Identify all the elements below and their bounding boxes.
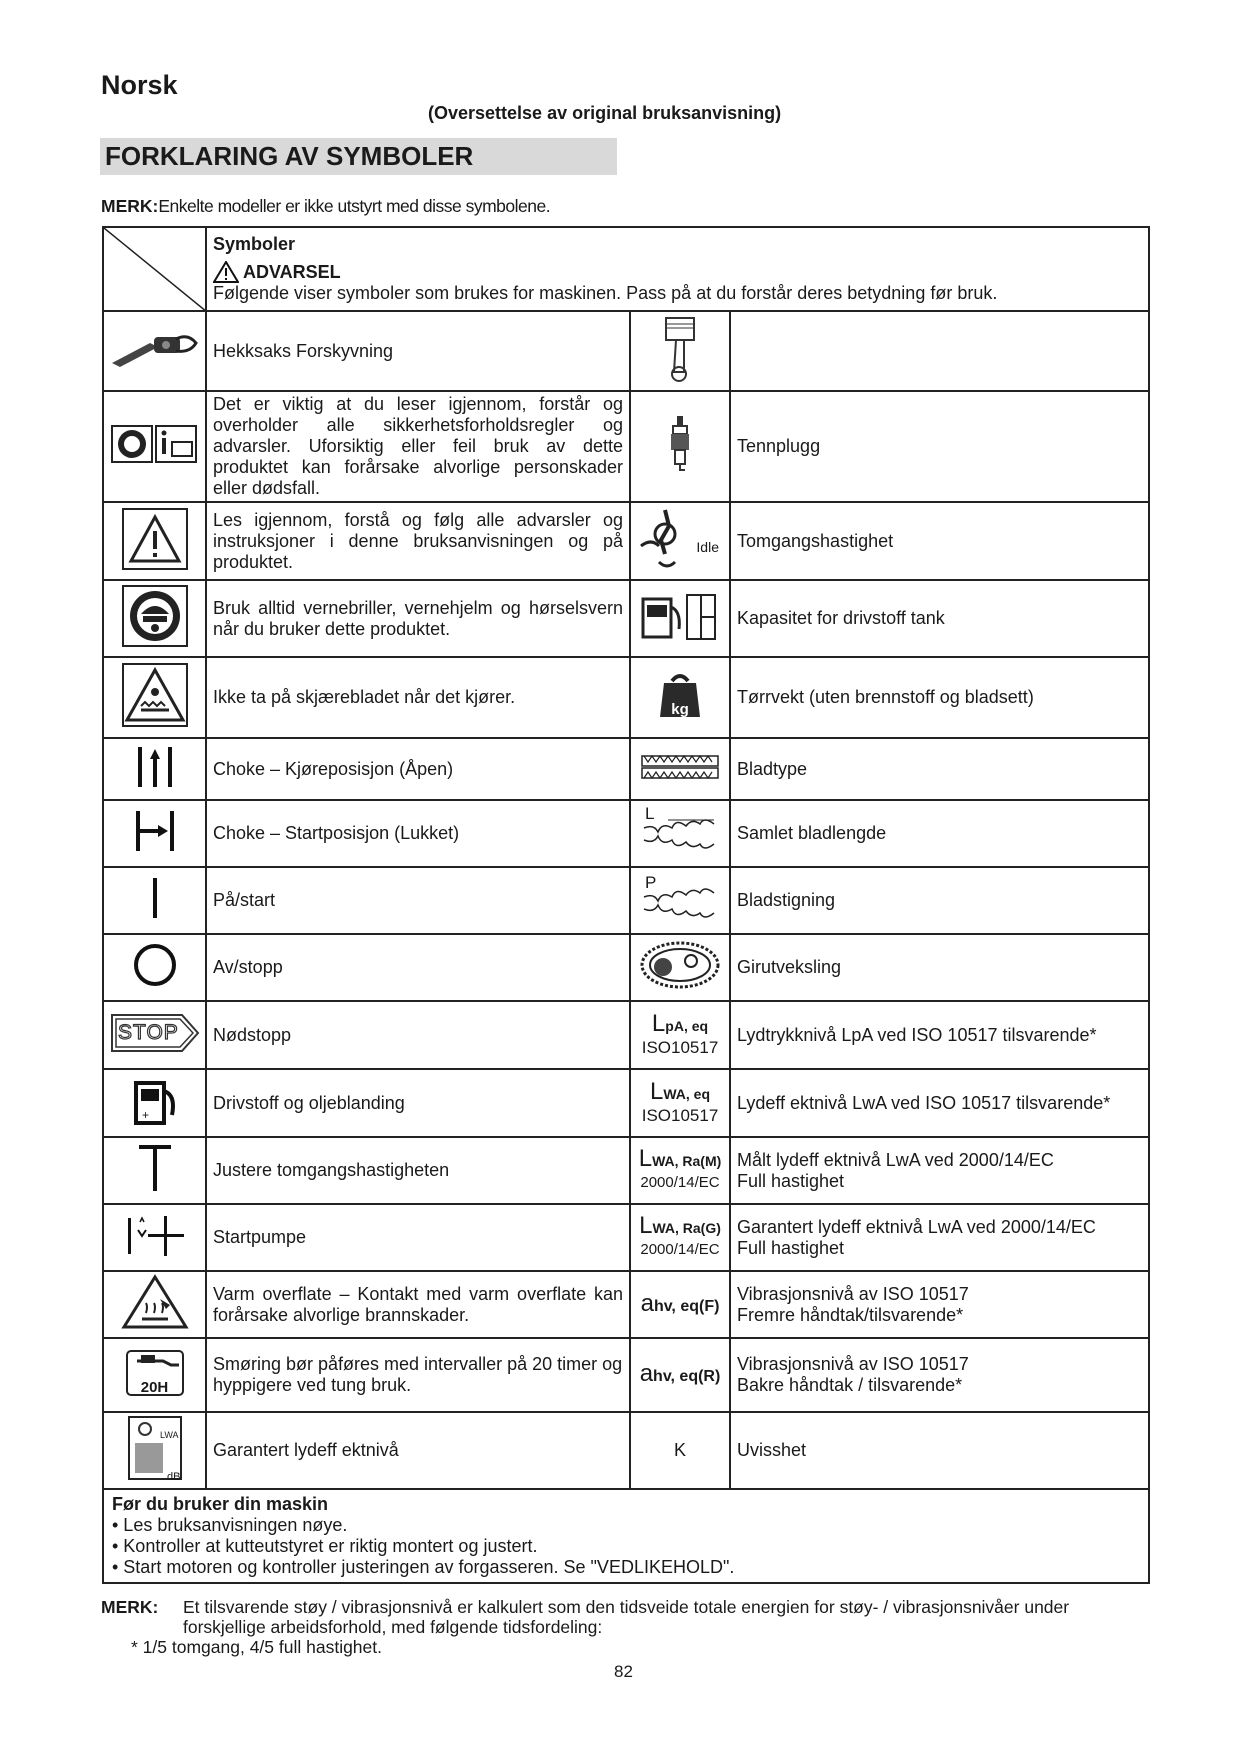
symbol-description: Bladtype xyxy=(730,738,1149,800)
vibration-front-notation xyxy=(630,1271,730,1338)
description-line-1: Garantert lydeff ektnivå LwA ved 2000/14/EC xyxy=(737,1216,1096,1237)
notation-sub: pA, eq xyxy=(665,1017,709,1034)
note-bottom-line-1: Et tilsvarende støy / vibrasjonsnivå er kalkulert som den tidsveide totale energien for støy- / vibrasjonsnivåer under xyxy=(183,1597,1070,1617)
off-stop-icon xyxy=(103,934,206,1001)
measured-sound-notation xyxy=(630,1137,730,1204)
description-line-1: Vibrasjonsnivå av ISO 10517 xyxy=(737,1283,969,1304)
choke-closed-icon xyxy=(103,800,206,867)
idle-adjust-t-icon xyxy=(103,1137,206,1204)
symbol-description: Girutveksling xyxy=(730,934,1149,1001)
description-line-2: Full hastighet xyxy=(737,1237,845,1258)
lwa-label: LWA xyxy=(160,1430,179,1440)
before-use-section xyxy=(103,1489,1149,1583)
symbol-description: Kapasitet for drivstoff tank xyxy=(730,580,1149,657)
symbol-description: Les igjennom, forstå og følg alle advarsler og instruksjoner i denne bruksanvisningen og på produktet. xyxy=(206,502,630,580)
notation-standard: ISO10517 xyxy=(641,1037,719,1057)
fuel-tank-capacity-icon xyxy=(630,580,730,657)
symbol-description: Hekksaks Forskyvning xyxy=(206,311,630,391)
vibration-rear-notation xyxy=(630,1338,730,1412)
notation-main: L xyxy=(638,1145,653,1172)
symbol-description: Uvisshet xyxy=(730,1412,1149,1489)
gear-ratio-icon xyxy=(630,934,730,1001)
stop-button-icon xyxy=(103,1001,206,1069)
notation-sub: hv, eq(F) xyxy=(653,1297,720,1315)
symbol-description xyxy=(730,311,1149,391)
table-row xyxy=(103,867,1149,934)
notation-main: L xyxy=(651,1009,666,1037)
blade-pitch-icon xyxy=(630,867,730,934)
symbol-description: Av/stopp xyxy=(206,934,630,1001)
table-row xyxy=(103,502,1149,580)
page-subtitle: (Oversettelse av original bruksanvisning) xyxy=(428,103,782,123)
diagonal-line-icon xyxy=(104,228,207,312)
blade-length-icon xyxy=(630,800,730,867)
warning-triangle-icon xyxy=(213,261,239,283)
notation-sub: WA, Ra(G) xyxy=(652,1220,721,1236)
fuel-oil-mix-icon xyxy=(103,1069,206,1137)
table-row xyxy=(103,1338,1149,1412)
before-use-title: Før du bruker din maskin xyxy=(112,1494,329,1514)
blade-type-icon xyxy=(630,738,730,800)
symbol-description: Det er viktig at du leser igjennom, forstår og overholder alle sikkerhetsforholdsregler og advarsler. Uforsiktig eller feil bruk av dette produktet kan forårsake alvorlige personskader eller dødsfall. xyxy=(206,391,630,502)
blade-length-label: L xyxy=(645,804,655,823)
symbols-table xyxy=(102,226,1150,1584)
table-row xyxy=(103,934,1149,1001)
notation-main: L xyxy=(639,1212,653,1239)
db-label: dB xyxy=(167,1471,181,1483)
idle-label: Idle xyxy=(696,539,719,555)
symbol-description: Ikke ta på skjærebladet når det kjører. xyxy=(206,657,630,738)
before-use-item: • Kontroller at kutteutstyret er riktig montert og justert. xyxy=(112,1536,538,1556)
primer-pump-icon xyxy=(103,1204,206,1271)
symbol-description: Smøring bør påføres med intervaller på 20 timer og hyppigere ved tung bruk. xyxy=(206,1338,630,1412)
table-row xyxy=(103,1204,1149,1271)
notation-main: a xyxy=(640,1289,654,1317)
note-bottom xyxy=(101,1597,1151,1657)
table-row xyxy=(103,800,1149,867)
symbol-description: Varm overflate – Kontakt med varm overflate kan forårsake alvorlige brannskader. xyxy=(206,1271,630,1338)
symbol-description: Nødstopp xyxy=(206,1001,630,1069)
piston-icon xyxy=(630,311,730,391)
description-line-1: Vibrasjonsnivå av ISO 10517 xyxy=(737,1354,969,1374)
on-start-icon xyxy=(103,867,206,934)
read-manual-icon xyxy=(103,391,206,502)
description-line-1: Målt lydeff ektnivå LwA ved 2000/14/EC xyxy=(737,1149,1054,1170)
note-top-text: Enkelte modeller er ikke utstyrt med disse symbolene. xyxy=(158,196,551,216)
symbol-description: Lydtrykknivå LpA ved ISO 10517 tilsvarende* xyxy=(730,1001,1149,1069)
symbol-description: Bladstigning xyxy=(730,867,1149,934)
warning-label: ADVARSEL xyxy=(243,261,341,282)
guaranteed-sound-notation xyxy=(630,1204,730,1271)
symbol-description: Justere tomgangshastigheten xyxy=(206,1137,630,1204)
symbol-description: Tomgangshastighet xyxy=(730,502,1149,580)
uncertainty-k-symbol: K xyxy=(630,1412,730,1489)
notation-sub: WA, Ra(M) xyxy=(652,1153,722,1169)
blade-hazard-icon xyxy=(103,657,206,738)
symbol-description xyxy=(730,1204,1149,1271)
svg-text:+: + xyxy=(141,1107,149,1122)
idle-speed-icon xyxy=(630,502,730,580)
table-row xyxy=(103,311,1149,391)
symbol-description: Bruk alltid vernebriller, vernehjelm og hørselsvern når du bruker dette produktet. xyxy=(206,580,630,657)
language-label: Norsk xyxy=(101,70,178,100)
warning-text: Følgende viser symboler som brukes for maskinen. Pass på at du forstår deres betydning før bruk. xyxy=(213,283,998,303)
table-row xyxy=(103,1412,1149,1489)
table-row xyxy=(103,738,1149,800)
table-row xyxy=(103,657,1149,738)
symbol-description: Lydeff ektnivå LwA ved ISO 10517 tilsvarende* xyxy=(730,1069,1149,1137)
symbol-description: Choke – Startposisjon (Lukket) xyxy=(206,800,630,867)
before-use-row xyxy=(103,1489,1149,1583)
spark-plug-icon xyxy=(630,391,730,502)
symbol-description: Tennplugg xyxy=(730,391,1149,502)
page-number: 82 xyxy=(614,1662,633,1681)
note-bottom-label: MERK: xyxy=(101,1597,159,1617)
hot-surface-icon xyxy=(103,1271,206,1338)
table-row xyxy=(103,1069,1149,1137)
description-line-2: Fremre håndtak/tilsvarende* xyxy=(737,1304,964,1325)
notation-standard: ISO10517 xyxy=(641,1105,719,1125)
symbol-description: Tørrvekt (uten brennstoff og bladsett) xyxy=(730,657,1149,738)
note-top-label: MERK: xyxy=(101,196,159,216)
lubrication-label: 20H xyxy=(140,1379,169,1396)
sound-pressure-notation xyxy=(630,1001,730,1069)
table-header-title: Symboler xyxy=(213,234,296,254)
table-row xyxy=(103,1001,1149,1069)
description-line-2: Full hastighet xyxy=(737,1170,845,1191)
table-row xyxy=(103,1271,1149,1338)
guaranteed-sound-icon xyxy=(103,1412,206,1489)
kg-label: kg xyxy=(671,701,689,718)
table-header-row xyxy=(103,227,1149,311)
stop-label: STOP xyxy=(118,1021,179,1044)
sound-power-notation xyxy=(630,1069,730,1137)
header-diagonal-cell xyxy=(103,227,206,311)
symbol-description xyxy=(730,1271,1149,1338)
weight-kg-icon xyxy=(630,657,730,738)
notation-standard: 2000/14/EC xyxy=(640,1241,720,1258)
notation-sub: WA, eq xyxy=(663,1085,711,1102)
symbol-description xyxy=(730,1137,1149,1204)
symbol-description: På/start xyxy=(206,867,630,934)
note-bottom-line-3: * 1/5 tomgang, 4/5 full hastighet. xyxy=(131,1637,382,1657)
table-row xyxy=(103,580,1149,657)
symbol-description: Garantert lydeff ektnivå xyxy=(206,1412,630,1489)
note-bottom-line-2: forskjellige arbeidsforhold, med følgende tidsfordeling: xyxy=(183,1617,603,1637)
notation-main: a xyxy=(639,1360,654,1387)
notation-standard: 2000/14/EC xyxy=(640,1174,720,1191)
symbol-description xyxy=(730,1338,1149,1412)
choke-open-icon xyxy=(103,738,206,800)
symbol-description: Startpumpe xyxy=(206,1204,630,1271)
hedge-trimmer-icon xyxy=(103,311,206,391)
warning-triangle-icon xyxy=(103,502,206,580)
notation-sub: hv, eq(R) xyxy=(653,1368,721,1385)
symbol-description: Samlet bladlengde xyxy=(730,800,1149,867)
protective-gear-icon xyxy=(103,580,206,657)
description-line-2: Bakre håndtak / tilsvarende* xyxy=(737,1375,963,1395)
symbol-description: Choke – Kjøreposisjon (Åpen) xyxy=(206,738,630,800)
notation-main: L xyxy=(649,1077,664,1105)
table-header-content xyxy=(206,227,1149,311)
table-row xyxy=(103,391,1149,502)
lubrication-20h-icon xyxy=(103,1338,206,1412)
blade-pitch-label: P xyxy=(645,873,657,892)
before-use-item: • Les bruksanvisningen nøye. xyxy=(112,1515,348,1535)
table-row xyxy=(103,1137,1149,1204)
warning-heading xyxy=(213,261,1142,283)
note-top xyxy=(101,196,550,217)
before-use-item: • Start motoren og kontroller justeringen av forgasseren. Se "VEDLIKEHOLD". xyxy=(112,1557,735,1577)
section-title: FORKLARING AV SYMBOLER xyxy=(100,138,617,175)
symbol-description: Drivstoff og oljeblanding xyxy=(206,1069,630,1137)
